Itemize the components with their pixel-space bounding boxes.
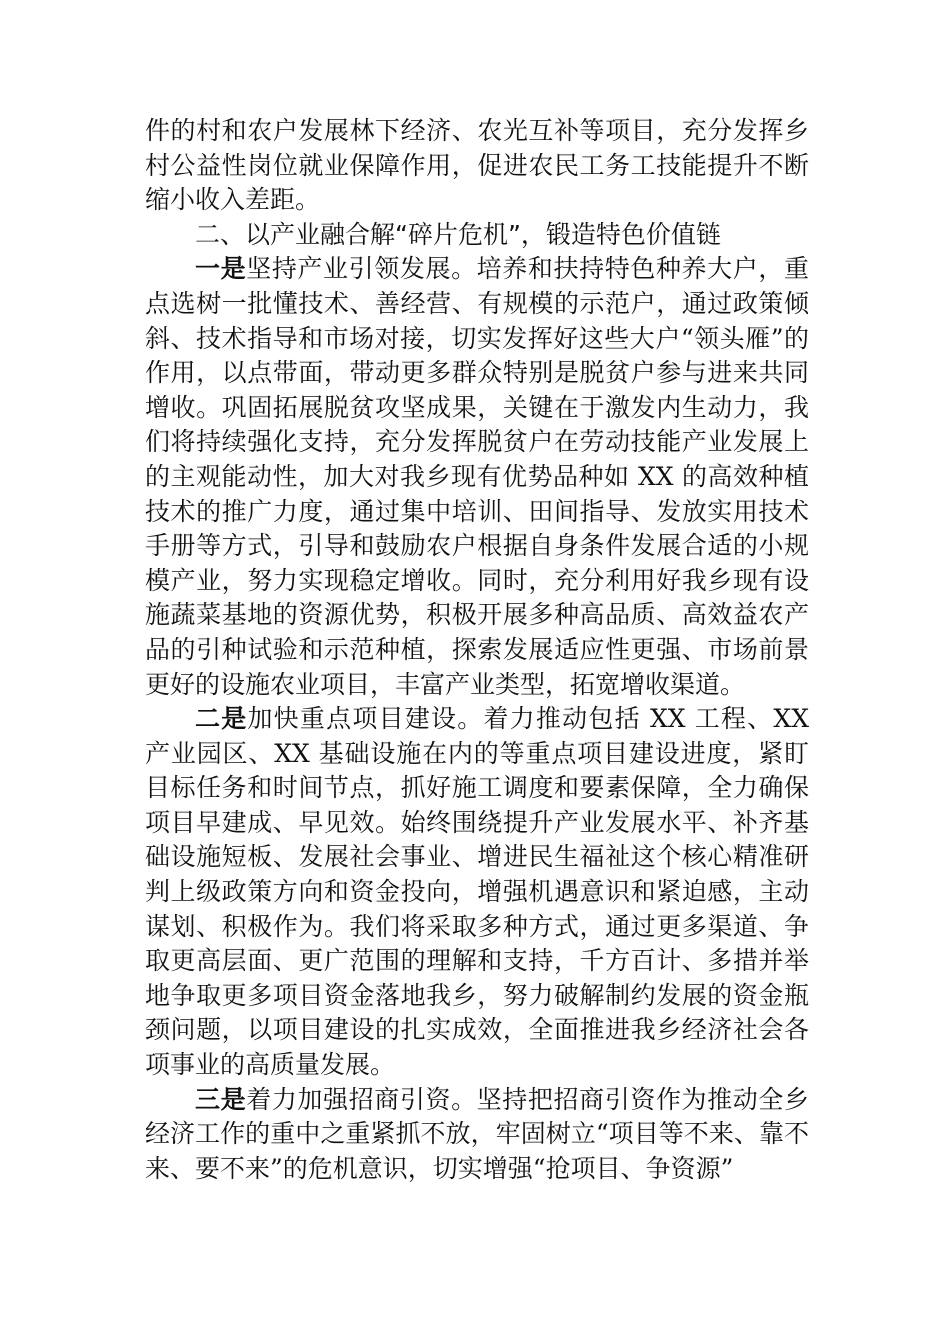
point-lead: 一是 (195, 254, 247, 284)
section-heading: 二、以产业融合解“碎片危机”，锻造特色价值链 (195, 219, 721, 249)
point-text: 坚持产业引领发展。培养和扶持特色种养大户，重点选树一批懂技术、善经营、有规模的示范户，通过政策倾斜、技术指导和市场对接，切实发挥好这些大户“领头雁”的作用，以点带面，带动更多群众特别是脱贫户参与进来共同增收。巩固拓展脱贫攻坚成果，关键在于激发内生动力，我们将持续强化支持，充分发挥脱贫户在劳动技能产业发展上的主观能动性，加大对我乡现有优势品种如 XX 的高效种植技术的推广力度，通过集中培训、田间指导、发放实用技术手册等方式，引导和鼓励农户根据自身条件发展合适的小规模产业，努力实现稳定增收。同时，充分利用好我乡现有设施蔬菜基地的资源优势，积极开展多种高品质、高效益农产品的引种试验和示范种植，探索发展适应性更强、市场前景更好的设施农业项目，丰富产业类型，拓宽增收渠道。 (145, 254, 809, 699)
paragraph-second-point (145, 702, 809, 1083)
point-text: 加快重点项目建设。着力推动包括 XX 工程、XX 产业园区、XX 基础设施在内的等重点项目建设进度，紧盯目标任务和时间节点，抓好施工调度和要素保障，全力确保项目早建成、早见效。始终围绕提升产业发展水平、补齐基础设施短板、发展社会事业、增进民生福祉这个核心精准研判上级政策方向和资金投向，增强机遇意识和紧迫感，主动谋划、积极作为。我们将采取多种方式，通过更多渠道、争取更高层面、更广范围的理解和支持，千方百计、多措并举地争取更多项目资金落地我乡，努力破解制约发展的资金瓶颈问题，以项目建设的扎实成效，全面推进我乡经济社会各项事业的高质量发展。 (145, 704, 809, 1080)
paragraph-third-point (145, 1083, 809, 1187)
document-body (145, 114, 809, 1186)
point-lead: 二是 (195, 704, 248, 734)
paragraph-first-point (145, 252, 809, 702)
paragraph-continuation: 件的村和农户发展林下经济、农光互补等项目，充分发挥乡村公益性岗位就业保障作用，促进农民工务工技能提升不断缩小收入差距。 (145, 116, 809, 215)
point-lead: 三是 (195, 1084, 247, 1114)
point-text: 着力加强招商引资。坚持把招商引资作为推动全乡经济工作的重中之重紧抓不放，牢固树立“项目等不来、靠不来、要不来”的危机意识，切实增强“抢项目、争资源” (145, 1084, 809, 1183)
